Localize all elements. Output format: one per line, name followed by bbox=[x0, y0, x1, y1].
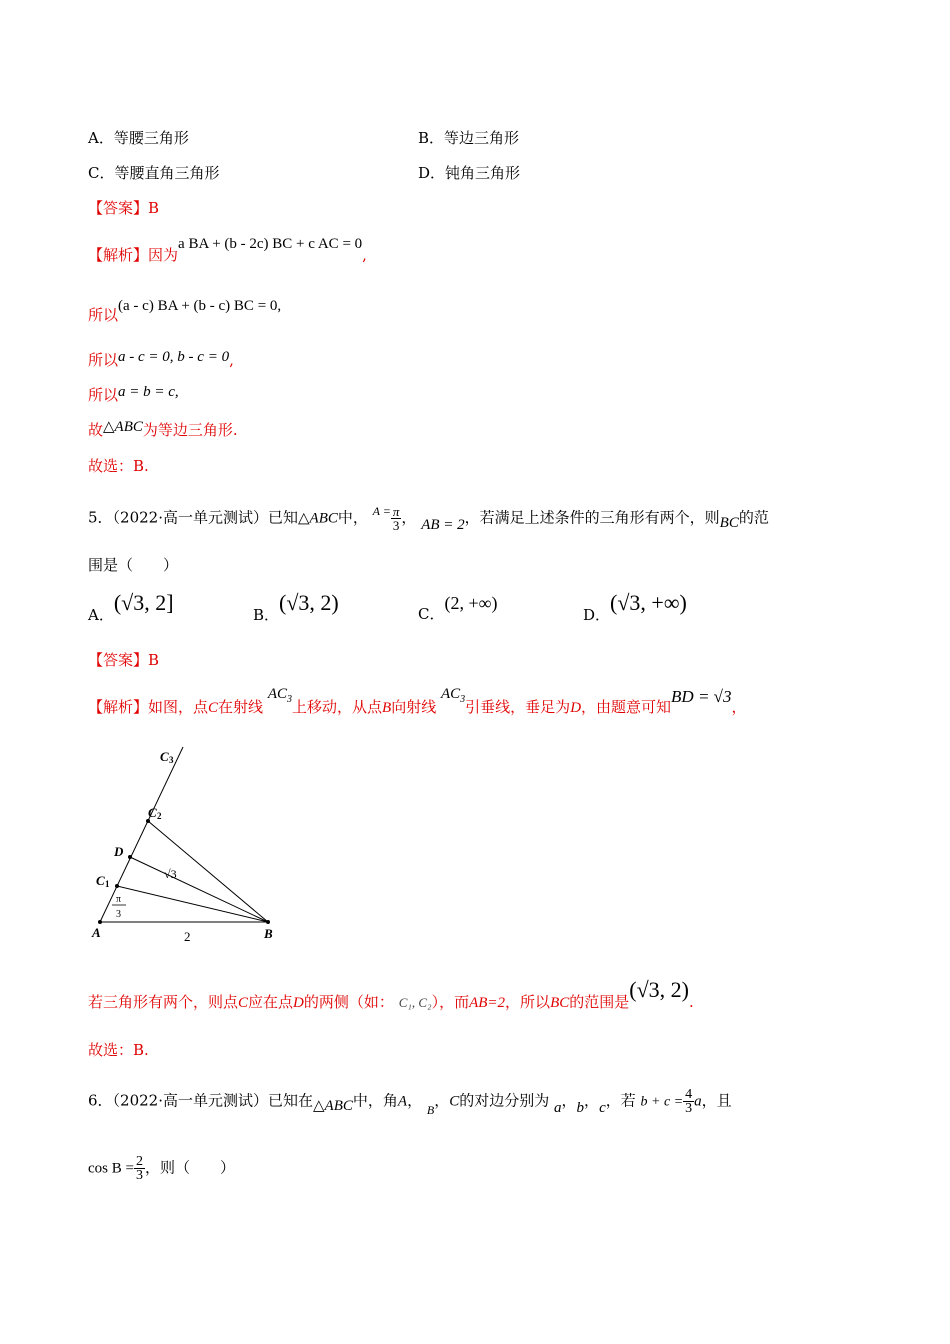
q5-option-c: C．(2, +∞) bbox=[418, 593, 498, 623]
point-a bbox=[98, 920, 102, 924]
q4-option-c: C．等腰直角三角形 bbox=[88, 164, 220, 182]
q5-stem-line1: 5．（2022·高一单元测试）已知△ABC中， $^{A =}$ $\frac{\pi}{3}$ ， AB = 2，若满足上述条件的三角形有两个，则BC的范 bbox=[88, 503, 769, 533]
angle-pi: π bbox=[116, 894, 122, 905]
q4-option-b: B．等边三角形 bbox=[418, 129, 520, 147]
label-ab-length: 2 bbox=[184, 929, 191, 944]
q5-choose: 故选：B. bbox=[88, 1041, 149, 1059]
label-bd-length: √3 bbox=[164, 867, 177, 881]
q4-eq1: a BA + (b - 2c) BC + c AC = 0 bbox=[178, 236, 363, 252]
q5-answer: 【答案】B bbox=[88, 651, 160, 669]
label-b: B bbox=[264, 926, 273, 941]
point-d bbox=[128, 855, 132, 859]
geometry-figure bbox=[88, 745, 288, 950]
q4-analysis-line2: 所以(a - c) BA + (b - c) BC = 0, bbox=[88, 298, 282, 324]
label-d: D bbox=[114, 844, 124, 859]
q5-analysis-line2: 若三角形有两个，则点C应在点D的两侧（如： C₁, C₂），而AB=2，所以BC的范围是(√3, 2). bbox=[88, 977, 694, 1011]
label-c3: C bbox=[160, 749, 169, 764]
label-c2: C bbox=[148, 805, 157, 820]
q5-option-d: D．(√3, +∞) bbox=[583, 590, 687, 624]
q5-analysis-line1: 【解析】如图，点C在射线 $AC_3$上移动，从点B向射线 $AC_3$引垂线，垂足为D，由题意可知BD = √3， bbox=[88, 686, 747, 716]
q6-stem-line2: cos B = $\frac{2}{3}$ ，则（ ） bbox=[88, 1154, 235, 1183]
q4-eq4: a = b = c, bbox=[118, 384, 179, 400]
q4-answer: 【答案】B bbox=[88, 199, 160, 217]
point-c1 bbox=[115, 884, 119, 888]
q5-option-a: A．(√3, 2] bbox=[88, 590, 174, 624]
q5-stem-line2: 围是（ ） bbox=[88, 556, 179, 574]
q4-option-d: D．钝角三角形 bbox=[418, 164, 521, 182]
segment-bd bbox=[130, 857, 268, 922]
q4-analysis-line5: 故△ABC为等边三角形. bbox=[88, 419, 238, 439]
q5-option-b: B．(√3, 2) bbox=[253, 590, 339, 624]
q4-analysis-line3: 所以a - c = 0, b - c = 0, bbox=[88, 349, 234, 369]
label-c2-sub: 2 bbox=[157, 811, 162, 821]
q6-stem-line1: 6．（2022·高一单元测试）已知在△ABC中，角A， $_B$，C的对边分别为 a，b，c，若 b + c = $\frac{4}{3}$ a，且 bbox=[88, 1087, 732, 1117]
q4-choose: 故选：B. bbox=[88, 457, 149, 475]
ray-ac3 bbox=[100, 747, 183, 922]
q4-eq3: a - c = 0, b - c = 0 bbox=[118, 349, 230, 365]
label-c1-sub: 1 bbox=[105, 879, 110, 889]
angle-three: 3 bbox=[116, 909, 121, 920]
label-c1: C bbox=[96, 873, 105, 888]
label-c3-sub: 3 bbox=[169, 755, 174, 765]
point-b bbox=[266, 920, 270, 924]
q4-eq2: (a - c) BA + (b - c) BC = 0, bbox=[118, 298, 282, 314]
q4-analysis-line1: 【解析】因为a BA + (b - 2c) BC + c AC = 0, bbox=[88, 236, 367, 264]
q4-option-a: A．等腰三角形 bbox=[88, 129, 189, 147]
q4-analysis-line4: 所以a = b = c, bbox=[88, 384, 179, 404]
segment-bc1 bbox=[117, 886, 268, 922]
label-a: A bbox=[92, 925, 101, 940]
